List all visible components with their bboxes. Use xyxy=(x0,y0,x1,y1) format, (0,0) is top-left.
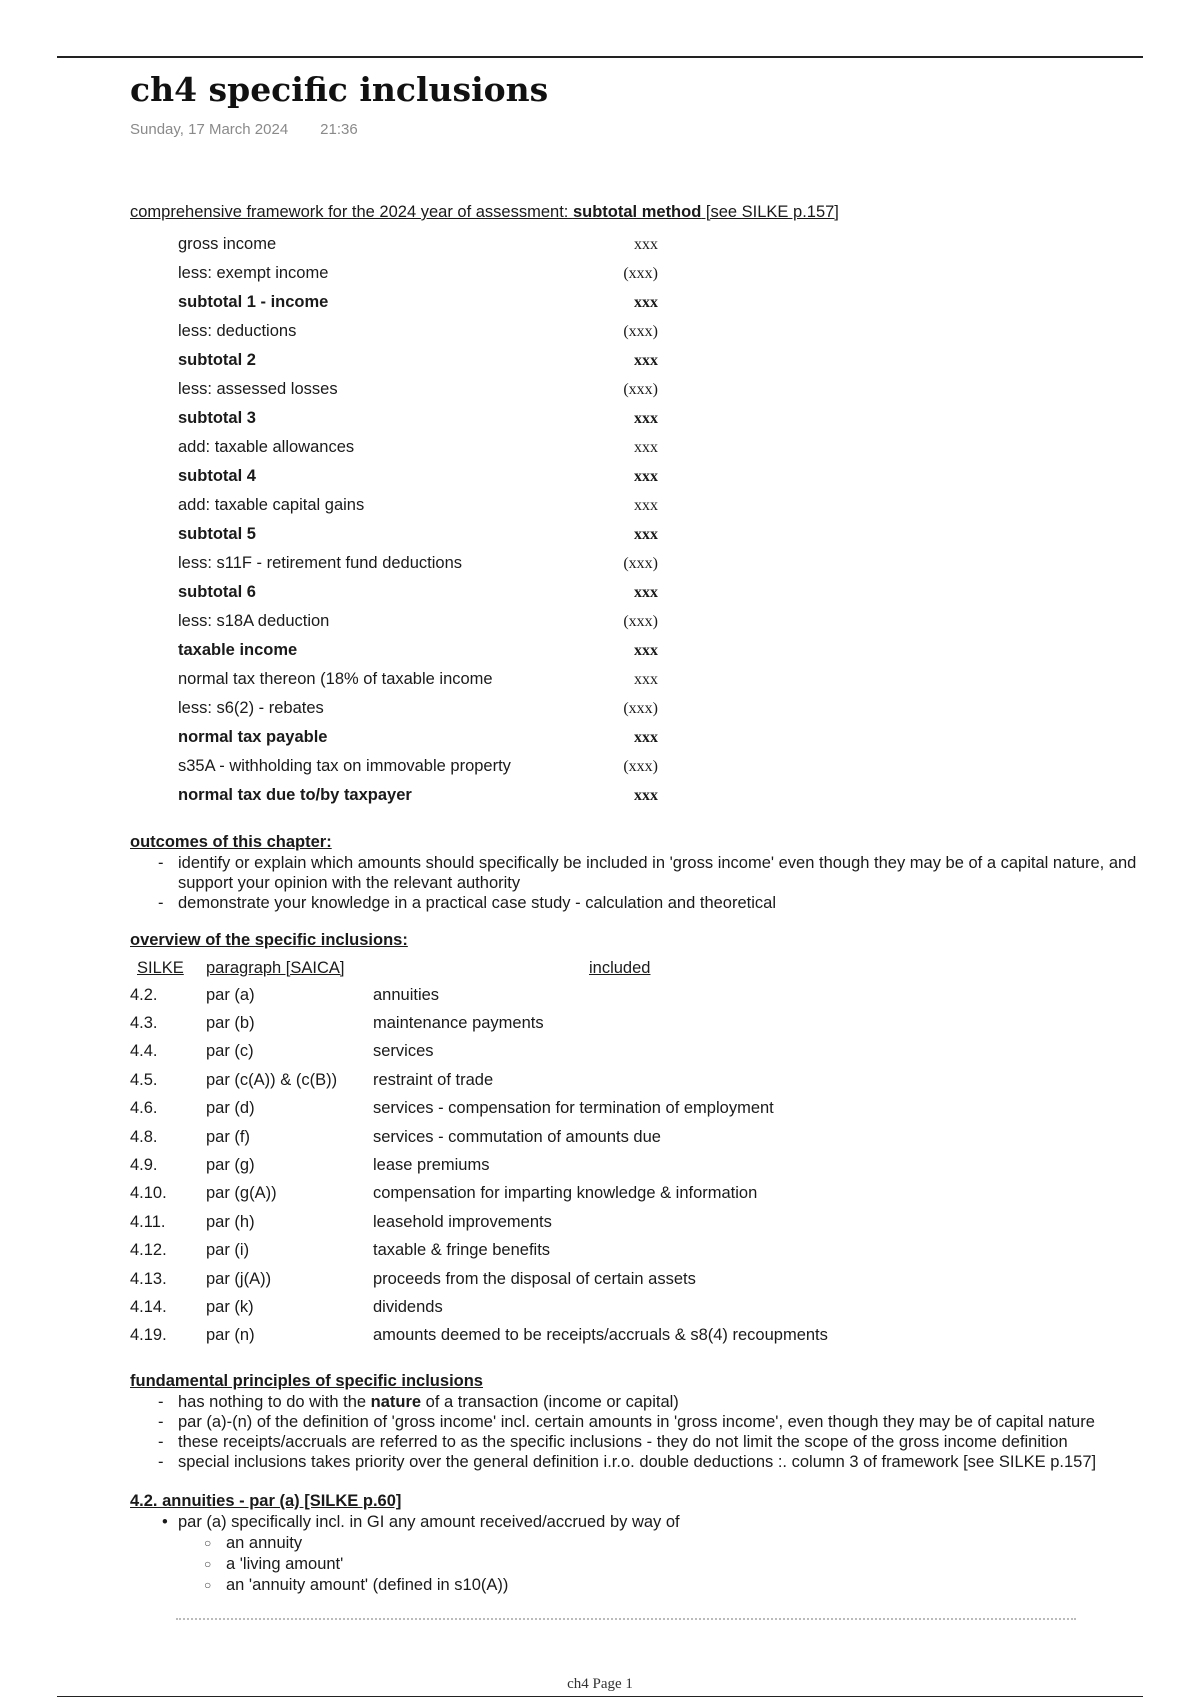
overview-silke-cell: 4.14. xyxy=(130,1297,167,1316)
annuities-bullet-text: par (a) specifically incl. in GI any amount received/accrued by way of xyxy=(178,1513,680,1532)
page-date: Sunday, 17 March 2024 xyxy=(130,121,289,138)
framework-table xyxy=(178,230,658,810)
table-row xyxy=(178,375,658,404)
framework-amount: xxx xyxy=(634,583,658,601)
framework-label: add: taxable allowances xyxy=(178,438,355,456)
column-header-included xyxy=(373,955,828,981)
table-row xyxy=(178,491,658,520)
table-row xyxy=(178,723,658,752)
framework-amount: (xxx) xyxy=(623,264,658,282)
framework-label: normal tax thereon (18% of taxable income xyxy=(178,670,493,688)
framework-label: normal tax due to/by taxpayer xyxy=(178,786,412,804)
overview-included-cell: services - commutation of amounts due xyxy=(373,1127,661,1146)
table-row xyxy=(178,288,658,317)
overview-included-cell: amounts deemed to be receipts/accruals & s8(4) recoupments xyxy=(373,1326,828,1345)
framework-label: subtotal 5 xyxy=(178,525,256,543)
framework-amount: (xxx) xyxy=(623,322,658,340)
overview-included-cell: taxable & fringe benefits xyxy=(373,1241,551,1260)
framework-amount: xxx xyxy=(634,496,658,514)
framework-heading-bold: subtotal method xyxy=(572,203,702,221)
overview-paragraph-cell: par (f) xyxy=(206,1127,251,1146)
framework-label: less: s6(2) - rebates xyxy=(178,699,324,717)
overview-silke-cell: 4.10. xyxy=(130,1184,167,1203)
framework-amount: xxx xyxy=(634,467,658,485)
list-item: - identify or explain which amounts should specifically be included in 'gross income' even though they may be of a capital nature, and support your opinion with the relevant authority xyxy=(178,853,1180,893)
overview-included-cell: annuities xyxy=(373,985,440,1004)
overview-included-cell: restraint of trade xyxy=(373,1070,494,1089)
table-row xyxy=(178,636,658,665)
table-row xyxy=(178,433,658,462)
list-item xyxy=(178,1512,1180,1596)
overview-silke-cell: 4.5. xyxy=(130,1070,158,1089)
overview-included-cell: proceeds from the disposal of certain assets xyxy=(373,1269,696,1288)
overview-paragraph-cell: par (j(A)) xyxy=(206,1269,272,1288)
framework-label: less: deductions xyxy=(178,322,297,340)
overview-included-cell: compensation for imparting knowledge & information xyxy=(373,1184,758,1203)
page-content xyxy=(130,200,1180,1596)
framework-label: normal tax payable xyxy=(178,728,328,746)
page-title: ch4 specific inclusions xyxy=(130,70,549,109)
framework-amount: xxx xyxy=(634,641,658,659)
principles-list xyxy=(130,1392,1180,1472)
list-item: ○ a 'living amount' xyxy=(226,1554,1180,1575)
framework-label: add: taxable capital gains xyxy=(178,496,365,514)
page-meta xyxy=(130,121,358,138)
framework-label: taxable income xyxy=(178,641,298,659)
list-item xyxy=(178,1392,1180,1412)
table-row xyxy=(130,1151,828,1179)
column-header-silke-label: SILKE xyxy=(137,958,184,977)
table-row xyxy=(130,1038,828,1066)
table-row xyxy=(178,694,658,723)
framework-heading-suffix: [see SILKE p.157] xyxy=(701,203,839,221)
principle-1-prefix: has nothing to do with the xyxy=(178,1393,371,1412)
overview-silke-cell: 4.8. xyxy=(130,1127,158,1146)
overview-silke-cell: 4.12. xyxy=(130,1241,167,1260)
overview-included-cell: dividends xyxy=(373,1297,443,1316)
table-row xyxy=(178,404,658,433)
overview-silke-cell: 4.2. xyxy=(130,985,158,1004)
overview-included-cell: lease premiums xyxy=(373,1156,490,1175)
table-row xyxy=(178,781,658,810)
table-row xyxy=(130,1095,828,1123)
framework-amount: (xxx) xyxy=(623,612,658,630)
overview-paragraph-cell: par (g) xyxy=(206,1156,255,1175)
table-row xyxy=(178,317,658,346)
overview-included-cell: leasehold improvements xyxy=(373,1212,552,1231)
table-row xyxy=(130,1237,828,1265)
framework-amount: (xxx) xyxy=(623,380,658,398)
framework-label: subtotal 1 - income xyxy=(178,293,329,311)
table-row xyxy=(130,1066,828,1094)
overview-paragraph-cell: par (g(A)) xyxy=(206,1184,277,1203)
table-row xyxy=(178,665,658,694)
table-row xyxy=(178,607,658,636)
framework-amount: xxx xyxy=(634,235,658,253)
list-item: - par (a)-(n) of the definition of 'gross income' incl. certain amounts in 'gross income', even though they may be of capital nature xyxy=(178,1412,1180,1432)
table-row xyxy=(178,462,658,491)
table-row xyxy=(130,1265,828,1293)
framework-amount: (xxx) xyxy=(623,757,658,775)
overview-silke-cell: 4.19. xyxy=(130,1326,167,1345)
overview-paragraph-cell: par (h) xyxy=(206,1212,255,1231)
table-row xyxy=(178,549,658,578)
overview-heading: overview of the specific inclusions: xyxy=(130,931,408,949)
overview-paragraph-cell: par (c) xyxy=(206,1042,254,1061)
framework-heading xyxy=(130,200,1180,224)
framework-label: s35A - withholding tax on immovable property xyxy=(178,757,511,775)
overview-paragraph-cell: par (i) xyxy=(206,1241,250,1260)
annuities-sublist xyxy=(178,1533,1180,1596)
bottom-rule xyxy=(57,1696,1143,1697)
overview-table xyxy=(130,955,828,1350)
annuities-heading: 4.2. annuities - par (a) [SILKE p.60] xyxy=(130,1492,402,1511)
framework-amount: (xxx) xyxy=(623,554,658,572)
overview-included-cell: services - compensation for termination of employment xyxy=(373,1099,774,1118)
overview-silke-cell: 4.11. xyxy=(130,1212,166,1231)
framework-label: less: assessed losses xyxy=(178,380,338,398)
framework-amount: xxx xyxy=(634,728,658,746)
table-row xyxy=(178,230,658,259)
cutoff-text-line xyxy=(176,1618,1076,1622)
column-header-paragraph xyxy=(206,955,373,981)
table-row xyxy=(130,1009,828,1037)
table-row xyxy=(178,578,658,607)
framework-amount: xxx xyxy=(634,525,658,543)
page-time: 21:36 xyxy=(320,121,358,138)
framework-label: subtotal 2 xyxy=(178,351,256,369)
table-row xyxy=(178,259,658,288)
column-header-silke xyxy=(130,955,206,981)
overview-paragraph-cell: par (k) xyxy=(206,1297,254,1316)
framework-label: gross income xyxy=(178,235,277,253)
framework-amount: xxx xyxy=(634,351,658,369)
overview-silke-cell: 4.6. xyxy=(130,1099,158,1118)
overview-included-cell: services xyxy=(373,1042,434,1061)
overview-silke-cell: 4.4. xyxy=(130,1042,158,1061)
table-row xyxy=(130,1180,828,1208)
framework-amount: xxx xyxy=(634,786,658,804)
principles-heading: fundamental principles of specific inclusions xyxy=(130,1372,483,1391)
table-row xyxy=(178,520,658,549)
column-header-paragraph-label: paragraph [SAICA] xyxy=(206,958,345,977)
overview-paragraph-cell: par (b) xyxy=(206,1014,255,1033)
framework-label: subtotal 3 xyxy=(178,409,256,427)
top-rule xyxy=(57,56,1143,58)
framework-amount: xxx xyxy=(634,293,658,311)
overview-paragraph-cell: par (d) xyxy=(206,1099,255,1118)
list-item: - special inclusions takes priority over the general definition i.r.o. double deductions :. column 3 of framework [see SILKE p.157] xyxy=(178,1452,1180,1472)
outcomes-list xyxy=(130,853,1180,913)
table-row xyxy=(178,346,658,375)
list-item: ○ an annuity xyxy=(226,1533,1180,1554)
table-row xyxy=(130,1208,828,1236)
framework-amount: xxx xyxy=(634,438,658,456)
outcomes-heading: outcomes of this chapter: xyxy=(130,833,332,851)
list-item: - these receipts/accruals are referred to as the specific inclusions - they do not limit the scope of the gross income definition xyxy=(178,1432,1180,1452)
overview-silke-cell: 4.3. xyxy=(130,1014,158,1033)
framework-amount: xxx xyxy=(634,409,658,427)
list-item: - demonstrate your knowledge in a practical case study - calculation and theoretical xyxy=(178,893,1180,913)
framework-heading-prefix: comprehensive framework for the 2024 year of assessment: xyxy=(130,203,573,221)
framework-label: subtotal 4 xyxy=(178,467,256,485)
framework-label: less: exempt income xyxy=(178,264,329,282)
framework-amount: xxx xyxy=(634,670,658,688)
overview-header-row xyxy=(130,955,828,981)
table-row xyxy=(130,981,828,1009)
list-item: ○ an 'annuity amount' (defined in s10(A)) xyxy=(226,1575,1180,1596)
table-row xyxy=(130,1123,828,1151)
overview-paragraph-cell: par (c(A)) & (c(B)) xyxy=(206,1070,338,1089)
table-row xyxy=(130,1322,828,1350)
principle-1-suffix: of a transaction (income or capital) xyxy=(421,1393,679,1412)
page-footer: ch4 Page 1 xyxy=(567,1676,633,1692)
framework-label: less: s11F - retirement fund deductions xyxy=(178,554,462,572)
overview-paragraph-cell: par (a) xyxy=(206,985,255,1004)
overview-silke-cell: 4.9. xyxy=(130,1156,158,1175)
annuities-list xyxy=(130,1512,1180,1596)
column-header-included-label: included xyxy=(589,958,651,977)
overview-silke-cell: 4.13. xyxy=(130,1269,167,1288)
framework-amount: (xxx) xyxy=(623,699,658,717)
table-row xyxy=(130,1293,828,1321)
framework-label: subtotal 6 xyxy=(178,583,256,601)
principle-1-bold: nature xyxy=(370,1393,422,1412)
table-row xyxy=(178,752,658,781)
overview-paragraph-cell: par (n) xyxy=(206,1326,255,1345)
framework-label: less: s18A deduction xyxy=(178,612,330,630)
overview-included-cell: maintenance payments xyxy=(373,1014,544,1033)
